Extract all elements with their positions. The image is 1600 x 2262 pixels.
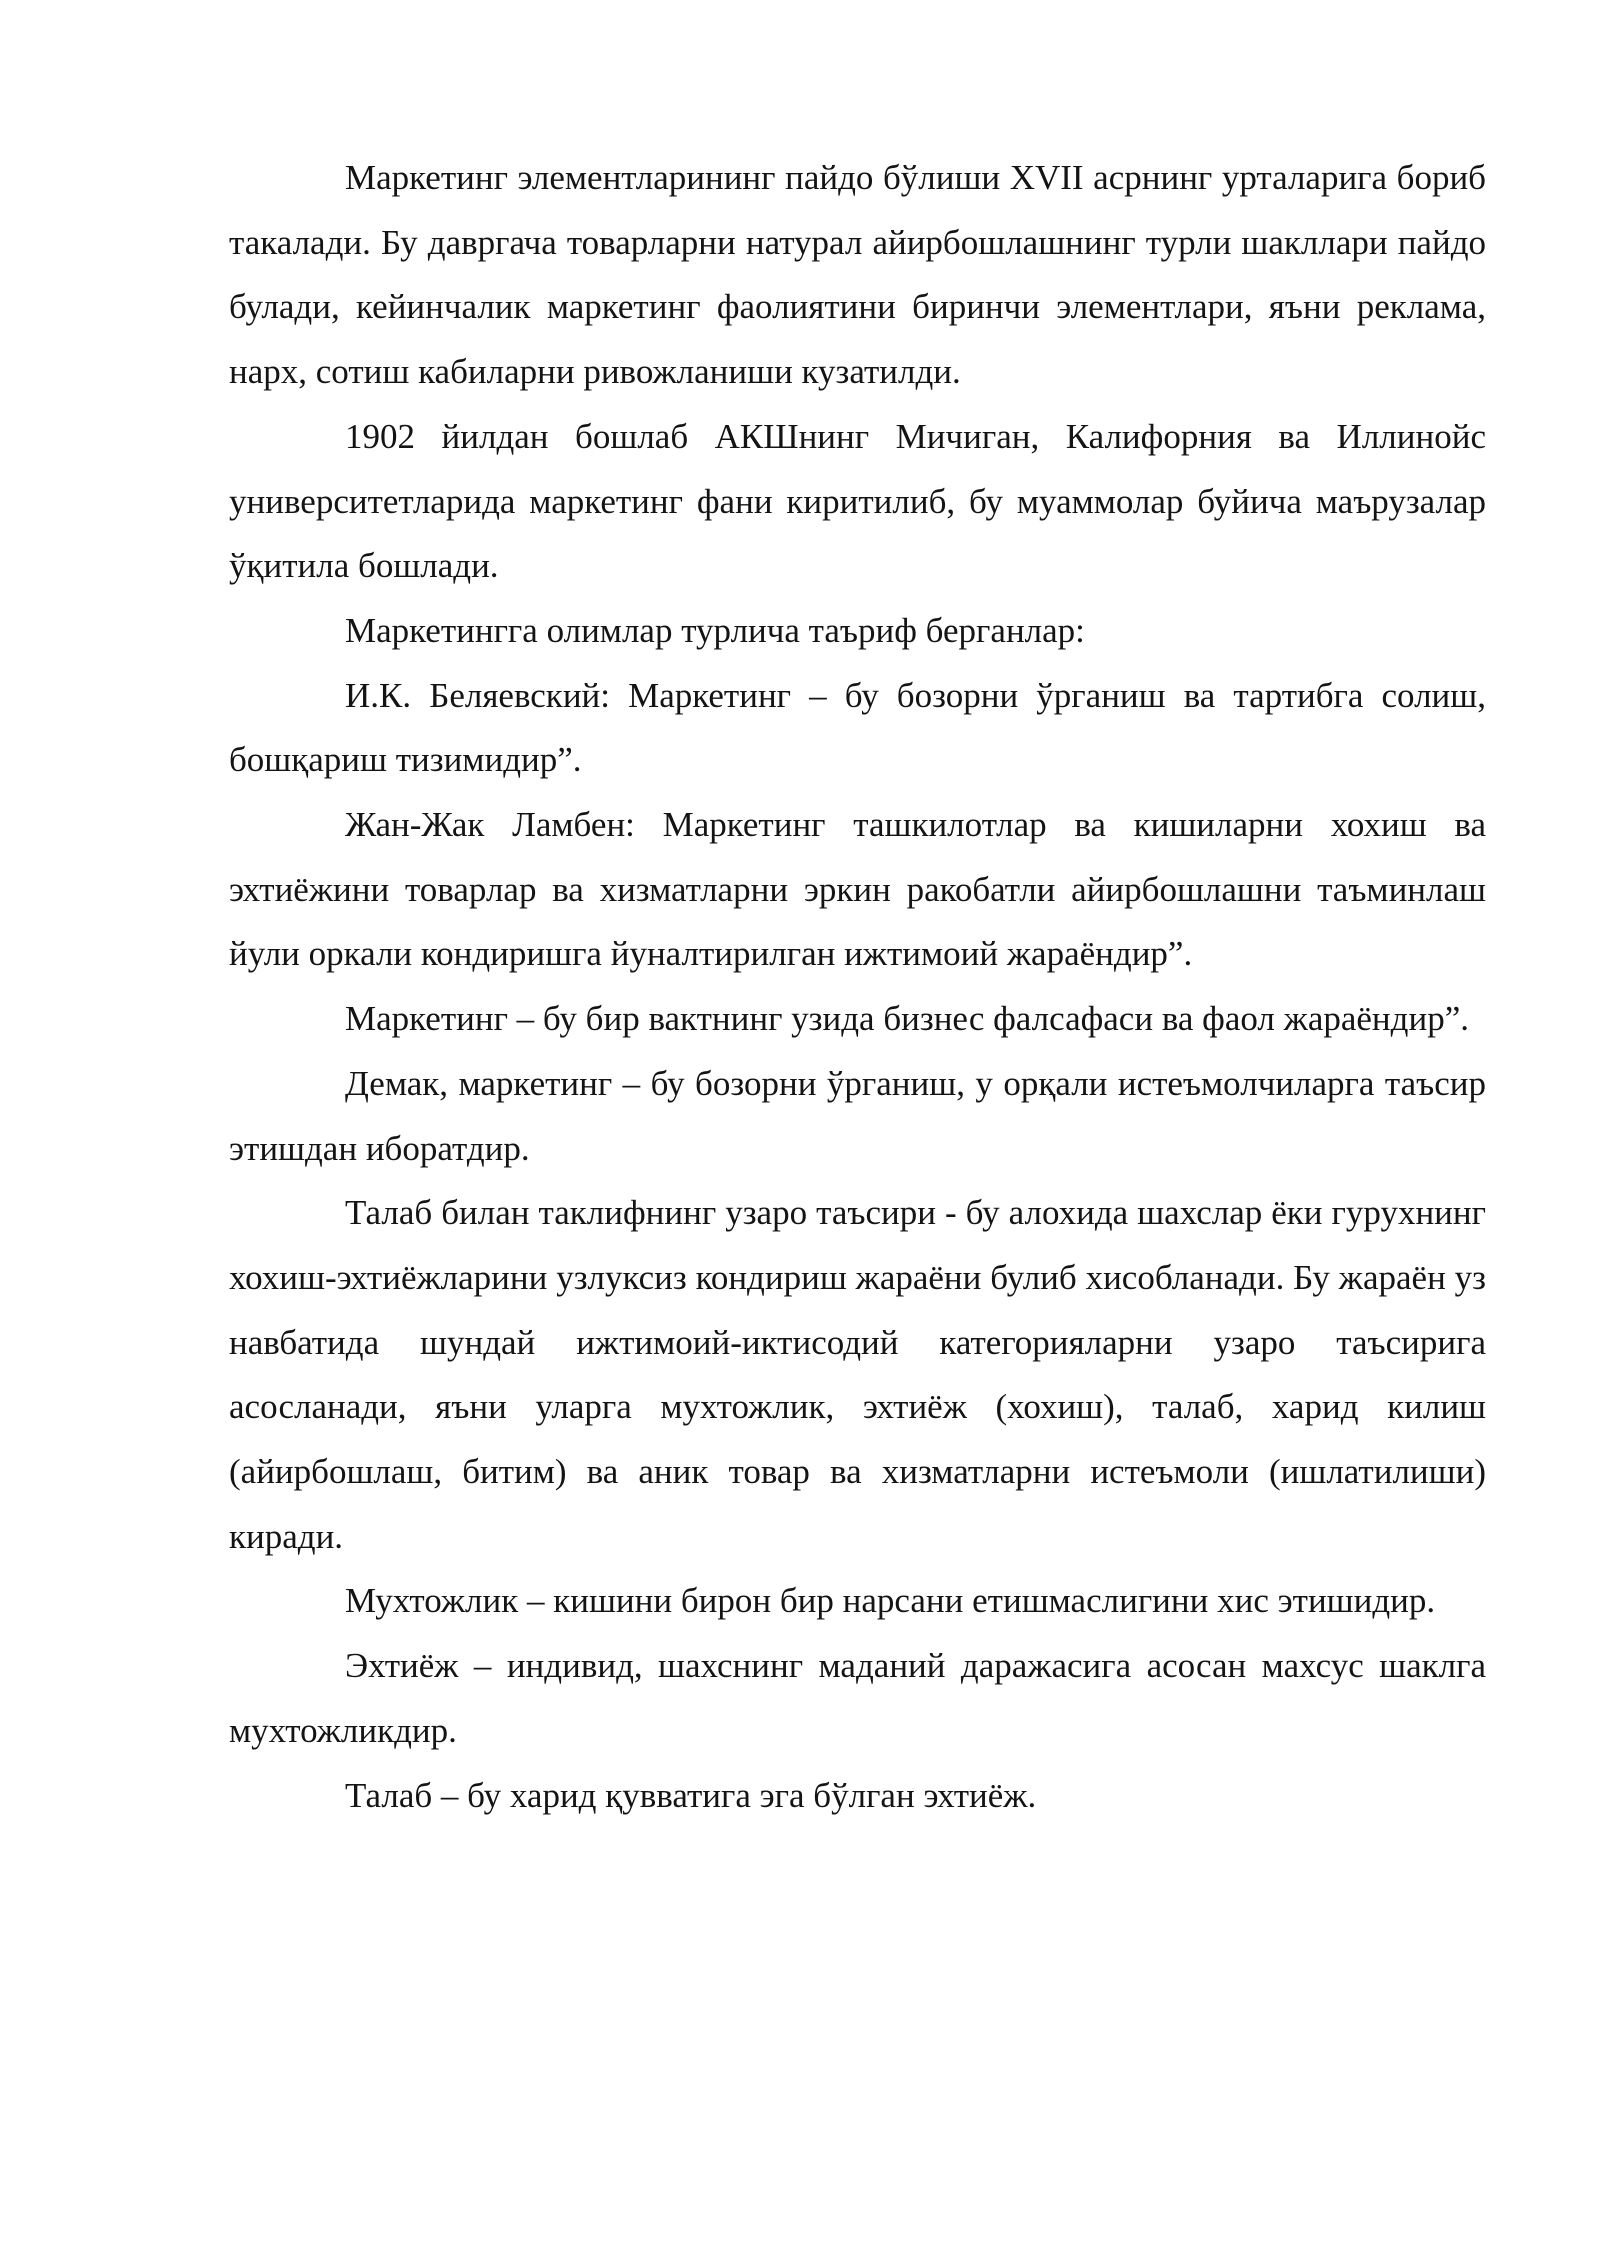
paragraph-business-philosophy: Маркетинг – бу бир вактнинг узида бизнес фалсафаси ва фаол жараёндир”. <box>345 999 1469 1039</box>
paragraph-supply-demand: Талаб билан таклифнинг узаро таъсири - бу алохида шахслар ёки гурухнинг хохиш-эхтиёжларини узлуксиз кондириш жараёни булиб хисобланади. Бу жараён уз навбатида шундай ижтимоий-иктисодий категорияларни узаро таъсирига асосланади, яъни уларга мухтожлик, эхтиёж (хохиш), талаб, харид килиш (айирбошлаш, битим) ва аник товар ва хизматларни истеъмоли (ишлатилиши) киради. <box>229 1193 1486 1556</box>
document-body <box>229 146 1486 1828</box>
paragraph-marketing-origins: Маркетинг элементларининг пайдо бўлиши XVII асрнинг урталарига бориб такалади. Бу давргача товарларни натурал айирбошлашнинг турли шакллари пайдо булади, кейинчалик маркетинг фаолиятини биринчи элементлари, яъни реклама, нарх, сотиш кабиларни ривожланиши кузатилди. <box>229 158 1486 392</box>
paragraph-usa-universities: 1902 йилдан бошлаб АКШнинг Мичиган, Калифорния ва Иллинойс университетларида маркетинг фани киритилиб, бу муаммолар буйича маърузалар ўқитила бошлади. <box>229 416 1486 586</box>
paragraph-want-definition: Эхтиёж – индивид, шахснинг маданий даражасига асосан махсус шаклга мухтожликдир. <box>229 1646 1486 1750</box>
paragraph-conclusion: Демак, маркетинг – бу бозорни ўрганиш, у орқали истеъмолчиларга таъсир этишдан иборатдир. <box>229 1063 1486 1168</box>
paragraph-lambin-definition: Жан-Жак Ламбен: Маркетинг ташкилотлар ва кишиларни хохиш ва эхтиёжини товарлар ва хизматларни эркин ракобатли айирбошлашни таъминлаш йули оркали кондиришга йуналтирилган ижтимоий жараёндир”. <box>229 805 1486 974</box>
paragraph-definitions-intro: Маркетингга олимлар турлича таъриф берганлар: <box>345 610 1085 650</box>
paragraph-need-definition: Мухтожлик – кишини бирон бир нарсани етишмаслигини хис этишидир. <box>345 1581 1436 1621</box>
paragraph-demand-definition: Талаб – бу харид қувватига эга бўлган эхтиёж. <box>345 1775 1037 1815</box>
paragraph-belyaevsky-definition: И.К. Беляевский: Маркетинг – бу бозорни ўрганиш ва тартибга солиш, бошқариш тизимидир”. <box>229 675 1486 780</box>
